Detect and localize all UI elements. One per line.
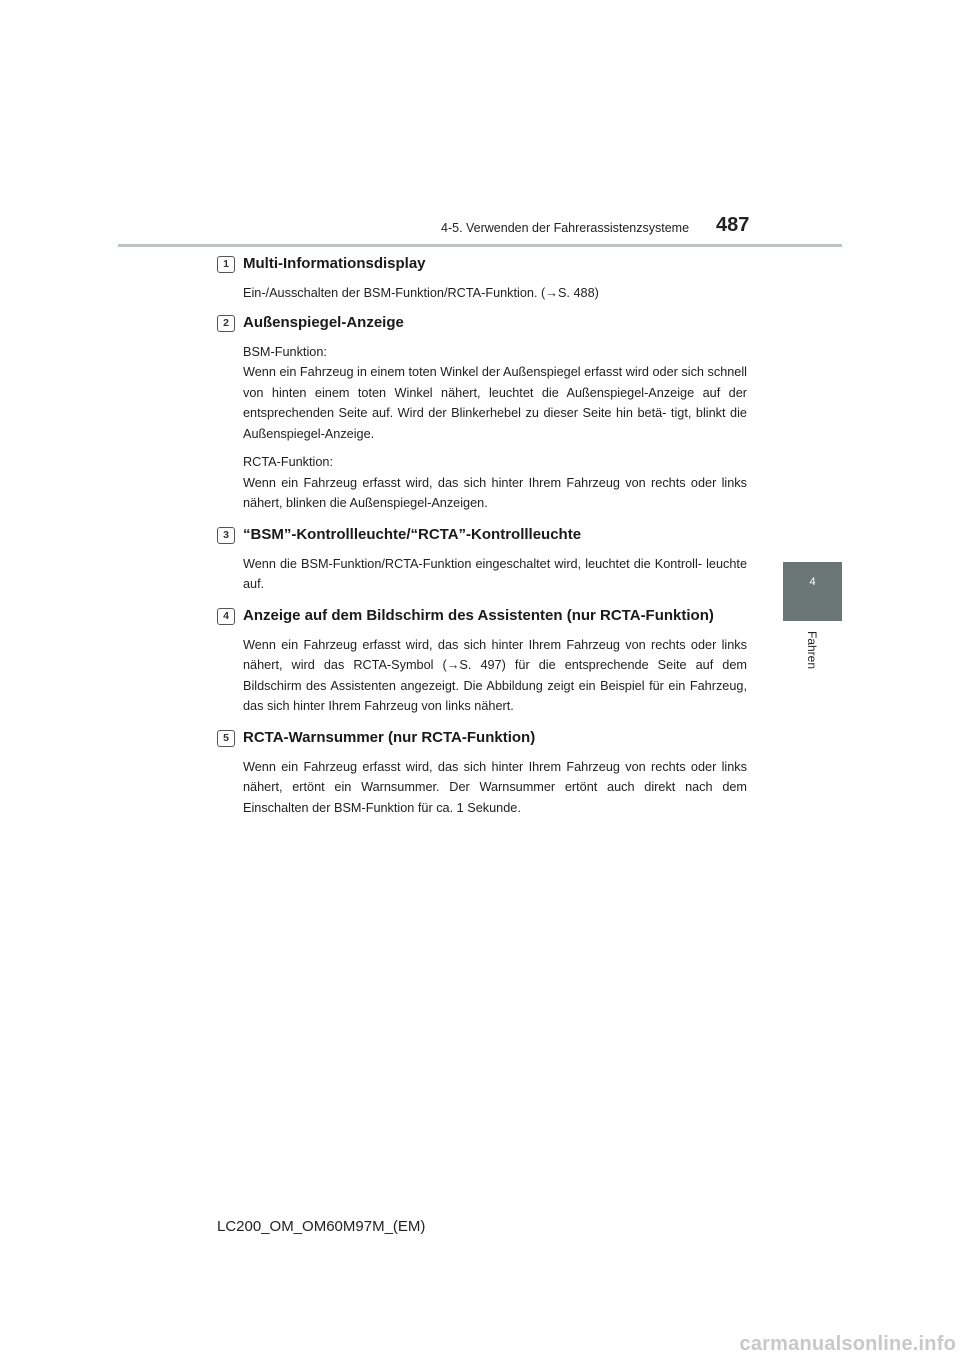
item-paragraph: Wenn ein Fahrzeug erfasst wird, das sich hinter Ihrem Fahrzeug von rechts oder links nähert, ertönt ein Warnsummer. Der Warnsummer ertönt auch direkt nach dem Einschalten der BSM-Funktion für ca. 1 Sekunde. <box>243 759 747 815</box>
item-title: “BSM”-Kontrollleuchte/“RCTA”-Kontrollleuchte <box>243 525 582 543</box>
document-code: LC200_OM_OM60M97M_(EM) <box>217 1218 426 1235</box>
list-item <box>217 525 747 595</box>
item-paragraph: Wenn ein Fahrzeug in einem toten Winkel der Außenspiegel erfasst wird oder sich schnell von hinten einem toten Winkel nähert, leuchtet die Außenspiegel-Anzeige auf der entsprechenden Seite auf. Wird der Blinkerhebel zu dieser Seite hin betä- tigt, blinkt die Außenspiegel-Anzeige. <box>243 365 747 441</box>
item-heading <box>217 728 747 748</box>
item-heading <box>217 313 747 333</box>
item-number-badge: 3 <box>217 527 235 544</box>
section-title: 4-5. Verwenden der Fahrerassistenzsysteme <box>441 221 690 235</box>
item-paragraph: Wenn ein Fahrzeug erfasst wird, das sich hinter Ihrem Fahrzeug von rechts oder links nähert, wird das RCTA-Symbol (→S. 497) für die entsprechende Seite auf dem Bildschirm des Assistenten angezeigt. Die Abbildung zeigt ein Beispiel für ein Fahrzeug, das sich hinter Ihrem Fahrzeug von links nähert. <box>243 637 747 713</box>
list-item <box>217 728 747 819</box>
item-number-badge: 5 <box>217 730 235 747</box>
item-paragraph: Wenn ein Fahrzeug erfasst wird, das sich hinter Ihrem Fahrzeug von rechts oder links nähert, blinken die Außenspiegel-Anzeigen. <box>243 475 747 510</box>
item-number-badge: 4 <box>217 608 235 625</box>
page-number: 487 <box>716 214 750 236</box>
content-area <box>217 254 747 818</box>
list-item <box>217 254 747 304</box>
chapter-tab <box>783 562 842 621</box>
item-title: Außenspiegel-Anzeige <box>243 313 404 331</box>
list-item <box>217 606 747 717</box>
item-paragraph: BSM-Funktion: <box>243 344 327 359</box>
list-item <box>217 313 747 514</box>
watermark: carmanualsonline.info <box>739 1333 956 1355</box>
item-number-badge: 2 <box>217 315 235 332</box>
item-paragraph: Wenn die BSM-Funktion/RCTA-Funktion eingeschaltet wird, leuchtet die Kontroll- leuchte auf. <box>243 556 747 591</box>
item-heading <box>217 606 747 626</box>
item-heading <box>217 525 747 545</box>
chapter-number: 4 <box>809 576 816 588</box>
item-number-badge: 1 <box>217 256 235 273</box>
item-paragraph: Ein-/Ausschalten der BSM-Funktion/RCTA-Funktion. (→S. 488) <box>243 286 599 300</box>
item-title: Multi-Informationsdisplay <box>243 255 426 272</box>
item-title: RCTA-Warnsummer (nur RCTA-Funktion) <box>243 728 536 746</box>
item-heading <box>217 254 747 274</box>
chapter-label: Fahren <box>805 630 819 670</box>
item-paragraph: RCTA-Funktion: <box>243 455 334 469</box>
item-title: Anzeige auf dem Bildschirm des Assistenten (nur RCTA-Funktion) <box>243 606 714 624</box>
header-divider <box>118 244 842 247</box>
